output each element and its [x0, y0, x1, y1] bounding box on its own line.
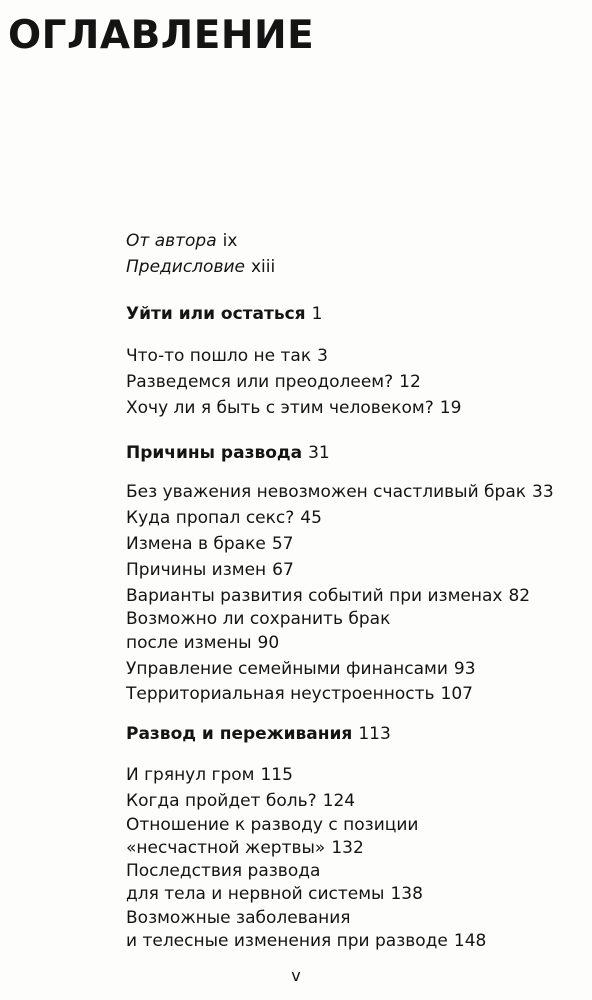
- page-title: ОГЛАВЛЕНИЕ: [8, 13, 315, 58]
- chapter-title: Измена в браке: [126, 534, 266, 554]
- toc-page-number: 138: [390, 884, 423, 904]
- chapter-title: Без уважения невозможен счастливый брак: [126, 482, 527, 502]
- toc-page-number: 67: [272, 560, 294, 580]
- chapter-title: Хочу ли я быть с этим человеком?: [126, 398, 434, 418]
- chapter-title: Разведемся или преодолеем?: [126, 372, 394, 392]
- toc-page-number: xiii: [250, 257, 276, 277]
- toc-page-number: 3: [317, 346, 328, 366]
- chapter-title-continued: после измены: [126, 633, 252, 653]
- toc-page-number: 82: [508, 586, 531, 606]
- chapter-title: Причины измен: [126, 560, 267, 580]
- chapter-title: Куда пропал секс?: [126, 508, 295, 528]
- part-title: Причины развода: [126, 443, 303, 463]
- toc-page-number: 124: [322, 791, 356, 811]
- chapter-title: Последствия развода: [126, 861, 321, 881]
- part-title: Уйти или остаться: [126, 304, 306, 324]
- toc-page-number: 93: [453, 659, 476, 679]
- toc-entry-title: От автора: [126, 231, 217, 251]
- chapter-title: Возможно ли сохранить брак: [126, 609, 391, 629]
- toc-page-number: 45: [300, 508, 322, 528]
- chapter-title: И грянул гром: [126, 765, 255, 785]
- chapter-title: Варианты развития событий при изменах: [126, 586, 503, 606]
- toc-page-number: 1: [311, 304, 323, 324]
- toc-page-number: 115: [260, 765, 293, 785]
- toc-page-number: 33: [532, 482, 554, 502]
- page-folio-number: v: [291, 966, 301, 985]
- chapter-title: Возможные заболевания: [126, 908, 351, 928]
- chapter-title: Управление семейными финансами: [126, 659, 448, 679]
- toc-page-number: 148: [453, 931, 487, 951]
- toc-page-number: 107: [440, 684, 473, 704]
- toc-page-number: 12: [399, 372, 421, 392]
- chapter-title: Что-то пошло не так: [126, 346, 312, 366]
- toc-page-number: 57: [271, 534, 294, 554]
- chapter-title: Отношение к разводу с позиции: [126, 815, 419, 835]
- chapter-title-continued: и телесные изменения при разводе: [126, 931, 448, 951]
- toc-page-number: 132: [331, 838, 364, 858]
- toc-page-number: 90: [257, 633, 280, 653]
- toc-page-number: 31: [308, 443, 330, 463]
- toc-page-number: 19: [439, 398, 462, 418]
- toc-page-number: ix: [222, 231, 238, 251]
- part-title: Развод и переживания: [126, 724, 353, 744]
- chapter-title-continued: «несчастной жертвы»: [126, 838, 326, 858]
- chapter-title: Территориальная неустроенность: [126, 684, 435, 704]
- chapter-title-continued: для тела и нервной системы: [126, 884, 385, 904]
- toc-entry-title: Предисловие: [126, 257, 245, 277]
- toc-page-number: 113: [358, 724, 391, 744]
- chapter-title: Когда пройдет боль?: [126, 791, 317, 811]
